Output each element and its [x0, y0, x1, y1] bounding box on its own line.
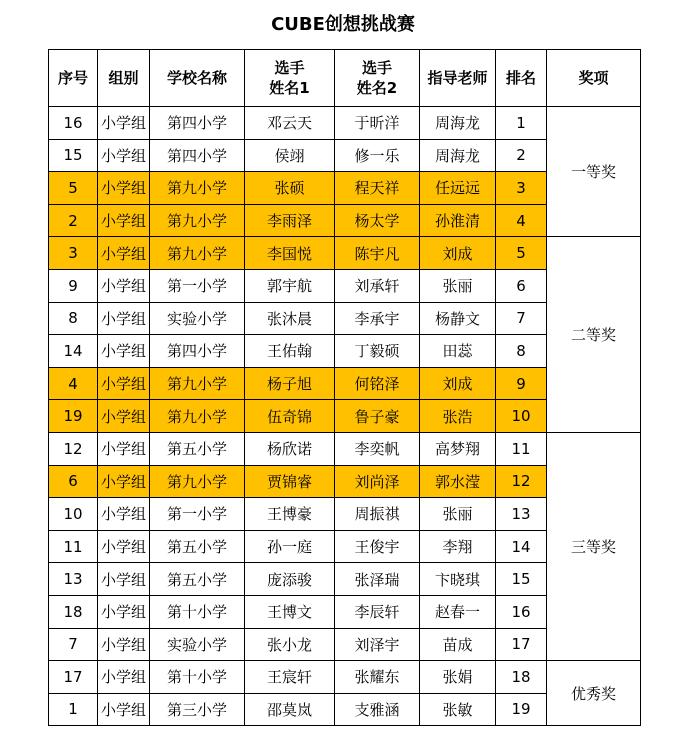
cell-school: 第九小学	[150, 400, 245, 433]
cell-seq: 8	[49, 302, 98, 335]
cell-rank: 6	[496, 269, 547, 302]
cell-player1: 侯翊	[245, 139, 335, 172]
cell-award: 二等奖	[547, 237, 641, 433]
cell-rank: 2	[496, 139, 547, 172]
cell-teacher: 李翔	[420, 530, 496, 563]
cell-group: 小学组	[98, 139, 150, 172]
cell-group: 小学组	[98, 498, 150, 531]
cell-group: 小学组	[98, 465, 150, 498]
cell-seq: 15	[49, 139, 98, 172]
cell-teacher: 孙淮清	[420, 204, 496, 237]
cell-player2: 张泽瑞	[335, 563, 420, 596]
cell-school: 第九小学	[150, 172, 245, 205]
cell-group: 小学组	[98, 172, 150, 205]
cell-player2: 周振祺	[335, 498, 420, 531]
cell-school: 第十小学	[150, 661, 245, 694]
cell-rank: 1	[496, 107, 547, 140]
cell-rank: 12	[496, 465, 547, 498]
cell-group: 小学组	[98, 530, 150, 563]
cell-teacher: 赵春一	[420, 595, 496, 628]
cell-player1: 孙一庭	[245, 530, 335, 563]
cell-school: 第九小学	[150, 367, 245, 400]
cell-rank: 13	[496, 498, 547, 531]
cell-player2: 陈宇凡	[335, 237, 420, 270]
cell-teacher: 张丽	[420, 269, 496, 302]
cell-group: 小学组	[98, 269, 150, 302]
cell-group: 小学组	[98, 204, 150, 237]
cell-school: 第九小学	[150, 465, 245, 498]
table-row	[49, 432, 641, 465]
table-row	[49, 237, 641, 270]
cell-player1: 邓云天	[245, 107, 335, 140]
header-teacher: 指导老师	[420, 50, 496, 107]
cell-rank: 3	[496, 172, 547, 205]
cell-player2: 何铭泽	[335, 367, 420, 400]
cell-award: 一等奖	[547, 107, 641, 237]
cell-school: 第四小学	[150, 139, 245, 172]
header-row	[49, 50, 641, 107]
cell-player1: 张沐晨	[245, 302, 335, 335]
cell-player2: 刘承轩	[335, 269, 420, 302]
cell-teacher: 周海龙	[420, 107, 496, 140]
cell-seq: 17	[49, 661, 98, 694]
cell-teacher: 刘成	[420, 237, 496, 270]
header-player2	[335, 50, 420, 107]
cell-seq: 16	[49, 107, 98, 140]
cell-seq: 4	[49, 367, 98, 400]
cell-school: 实验小学	[150, 302, 245, 335]
table-row	[49, 661, 641, 694]
results-table	[48, 49, 641, 726]
cell-rank: 8	[496, 335, 547, 368]
cell-school: 第四小学	[150, 107, 245, 140]
cell-player2: 杨太学	[335, 204, 420, 237]
cell-group: 小学组	[98, 400, 150, 433]
cell-teacher: 郭水滢	[420, 465, 496, 498]
cell-player1: 李雨泽	[245, 204, 335, 237]
cell-seq: 14	[49, 335, 98, 368]
cell-teacher: 张娟	[420, 661, 496, 694]
cell-rank: 11	[496, 432, 547, 465]
cell-school: 第九小学	[150, 237, 245, 270]
cell-teacher: 张丽	[420, 498, 496, 531]
cell-player1: 张硕	[245, 172, 335, 205]
cell-school: 第一小学	[150, 498, 245, 531]
cell-group: 小学组	[98, 432, 150, 465]
cell-seq: 2	[49, 204, 98, 237]
cell-group: 小学组	[98, 563, 150, 596]
cell-player2: 支雅涵	[335, 693, 420, 726]
cell-seq: 11	[49, 530, 98, 563]
cell-seq: 6	[49, 465, 98, 498]
cell-teacher: 卞晓琪	[420, 563, 496, 596]
cell-player1: 王博豪	[245, 498, 335, 531]
cell-group: 小学组	[98, 628, 150, 661]
cell-group: 小学组	[98, 661, 150, 694]
header-player2-line1: 选手	[361, 59, 392, 77]
cell-seq: 12	[49, 432, 98, 465]
cell-player2: 李承宇	[335, 302, 420, 335]
cell-player2: 张耀东	[335, 661, 420, 694]
cell-player1: 邵莫岚	[245, 693, 335, 726]
header-group: 组别	[98, 50, 150, 107]
cell-teacher: 任远远	[420, 172, 496, 205]
header-seq: 序号	[49, 50, 98, 107]
cell-seq: 10	[49, 498, 98, 531]
cell-school: 第九小学	[150, 204, 245, 237]
cell-school: 第三小学	[150, 693, 245, 726]
cell-rank: 18	[496, 661, 547, 694]
cell-award: 优秀奖	[547, 661, 641, 726]
cell-rank: 14	[496, 530, 547, 563]
cell-teacher: 张敏	[420, 693, 496, 726]
cell-school: 第四小学	[150, 335, 245, 368]
cell-player2: 王俊宇	[335, 530, 420, 563]
cell-player1: 郭宇航	[245, 269, 335, 302]
cell-seq: 19	[49, 400, 98, 433]
header-player1-line2: 姓名1	[269, 79, 310, 97]
table-body	[49, 107, 641, 726]
cell-school: 实验小学	[150, 628, 245, 661]
cell-group: 小学组	[98, 335, 150, 368]
cell-school: 第十小学	[150, 595, 245, 628]
cell-teacher: 张浩	[420, 400, 496, 433]
cell-player2: 鲁子豪	[335, 400, 420, 433]
cell-player1: 王佑翰	[245, 335, 335, 368]
cell-player1: 李国悦	[245, 237, 335, 270]
cell-player1: 张小龙	[245, 628, 335, 661]
cell-teacher: 高梦翔	[420, 432, 496, 465]
cell-player1: 杨欣诺	[245, 432, 335, 465]
cell-seq: 1	[49, 693, 98, 726]
cell-rank: 7	[496, 302, 547, 335]
cell-player2: 于昕洋	[335, 107, 420, 140]
table-row	[49, 107, 641, 140]
header-player1-line1: 选手	[274, 59, 305, 77]
cell-rank: 15	[496, 563, 547, 596]
cell-player2: 刘泽宇	[335, 628, 420, 661]
cell-player1: 杨子旭	[245, 367, 335, 400]
cell-player2: 修一乐	[335, 139, 420, 172]
cell-award: 三等奖	[547, 432, 641, 660]
cell-teacher: 杨静文	[420, 302, 496, 335]
cell-player2: 刘尚泽	[335, 465, 420, 498]
header-player2-line2: 姓名2	[356, 79, 398, 97]
cell-rank: 4	[496, 204, 547, 237]
page-title: CUBE创想挑战赛	[271, 14, 415, 35]
cell-rank: 5	[496, 237, 547, 270]
cell-player2: 李奕帆	[335, 432, 420, 465]
cell-school: 第五小学	[150, 563, 245, 596]
cell-group: 小学组	[98, 595, 150, 628]
cell-player1: 贾锦睿	[245, 465, 335, 498]
cell-player1: 王博文	[245, 595, 335, 628]
cell-player1: 王宸轩	[245, 661, 335, 694]
cell-rank: 9	[496, 367, 547, 400]
cell-player2: 丁毅硕	[335, 335, 420, 368]
cell-rank: 17	[496, 628, 547, 661]
cell-teacher: 田蕊	[420, 335, 496, 368]
cell-teacher: 苗成	[420, 628, 496, 661]
cell-seq: 13	[49, 563, 98, 596]
cell-seq: 7	[49, 628, 98, 661]
header-award: 奖项	[547, 50, 641, 107]
cell-player1: 伍奇锦	[245, 400, 335, 433]
cell-rank: 16	[496, 595, 547, 628]
header-rank: 排名	[496, 50, 547, 107]
header-player1	[245, 50, 335, 107]
cell-player2: 李辰轩	[335, 595, 420, 628]
cell-teacher: 周海龙	[420, 139, 496, 172]
cell-seq: 5	[49, 172, 98, 205]
cell-teacher: 刘成	[420, 367, 496, 400]
cell-seq: 18	[49, 595, 98, 628]
cell-school: 第五小学	[150, 432, 245, 465]
cell-group: 小学组	[98, 237, 150, 270]
cell-rank: 19	[496, 693, 547, 726]
cell-group: 小学组	[98, 107, 150, 140]
cell-seq: 3	[49, 237, 98, 270]
cell-player1: 庞添骏	[245, 563, 335, 596]
cell-player2: 程天祥	[335, 172, 420, 205]
cell-rank: 10	[496, 400, 547, 433]
cell-seq: 9	[49, 269, 98, 302]
cell-group: 小学组	[98, 693, 150, 726]
cell-group: 小学组	[98, 367, 150, 400]
cell-group: 小学组	[98, 302, 150, 335]
cell-school: 第五小学	[150, 530, 245, 563]
header-school: 学校名称	[150, 50, 245, 107]
cell-school: 第一小学	[150, 269, 245, 302]
